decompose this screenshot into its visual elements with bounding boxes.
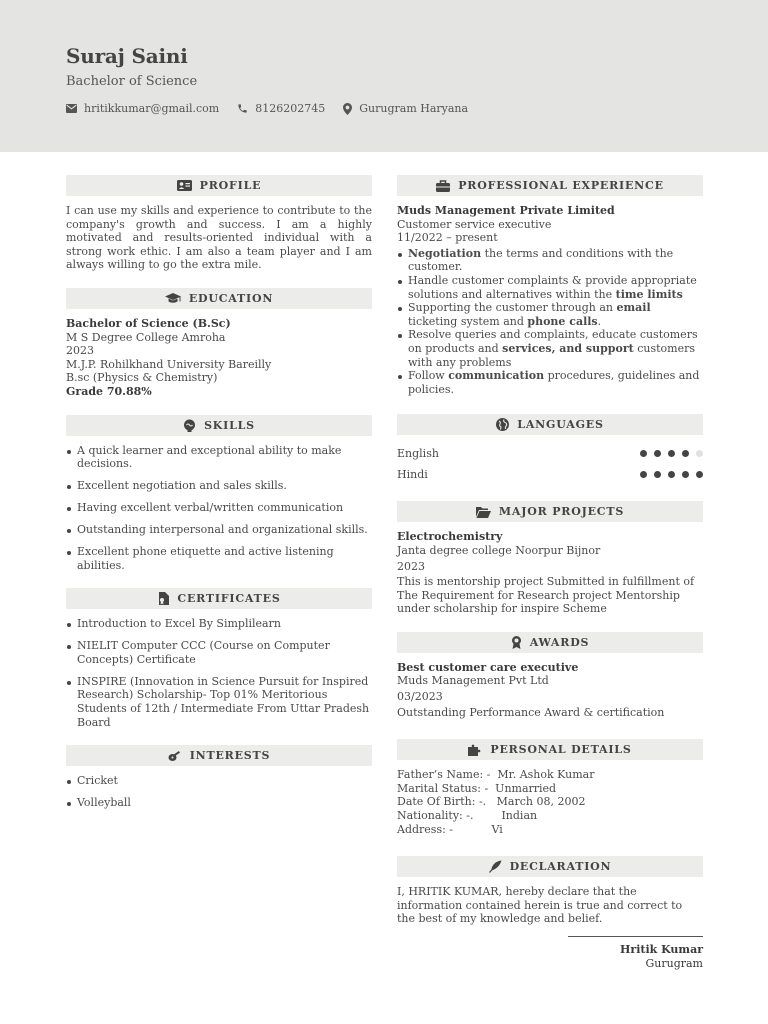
text: customers with any problems: [408, 341, 695, 369]
list-item: NIELIT Computer CCC (Course on Computer Concepts) Certificate: [66, 639, 372, 666]
id-card-icon: [177, 180, 192, 191]
text: Follow: [408, 369, 449, 383]
list-item: Outstanding interpersonal and organizational skills.: [66, 523, 372, 537]
declaration-title: DECLARATION: [509, 860, 612, 874]
globe-icon: [496, 418, 509, 431]
list-item: [397, 274, 703, 301]
level-dot: [682, 471, 689, 478]
text: the terms and conditions with the customer.: [408, 246, 674, 274]
list-item: [397, 369, 703, 396]
certificates-title: CERTIFICATES: [177, 592, 281, 606]
bold-text: email: [616, 301, 651, 315]
left-column: [66, 175, 372, 826]
signer-name: Hritik Kumar: [620, 943, 703, 956]
personal-details-heading: [397, 739, 703, 760]
detail-label: Marital Status: -: [397, 781, 492, 795]
languages-section: [397, 414, 703, 485]
language-name: English: [397, 447, 439, 461]
certificate-icon: [157, 592, 169, 605]
text: ticketing system and: [408, 314, 528, 328]
graduation-cap-icon: [165, 293, 181, 304]
location-text: Gurugram Haryana: [359, 102, 469, 115]
bold-text: phone calls: [527, 314, 598, 328]
email-text: hritikkumar@gmail.com: [84, 102, 220, 115]
bold-text: Negotiation: [408, 246, 482, 260]
awards-section: [397, 632, 703, 719]
contact-phone[interactable]: [237, 102, 325, 115]
bold-text: services, and support: [502, 341, 634, 355]
languages-heading: [397, 414, 703, 435]
brain-icon: [183, 419, 196, 432]
guitar-icon: [168, 749, 182, 762]
signer-place: Gurugram: [645, 957, 703, 970]
phone-text: 8126202745: [255, 102, 326, 115]
language-name: Hindi: [397, 468, 428, 482]
skills-section: [66, 415, 372, 573]
interests-title: INTERESTS: [189, 749, 271, 763]
list-item: Cricket: [66, 774, 372, 788]
experience-heading: [397, 175, 703, 196]
level-dot: [696, 471, 703, 478]
map-pin-icon: [343, 103, 352, 115]
projects-section: [397, 501, 703, 616]
bold-text: communication: [448, 369, 545, 383]
awards-heading: [397, 632, 703, 653]
interests-section: [66, 745, 372, 810]
puzzle-icon: [468, 743, 482, 756]
language-level: [640, 450, 703, 457]
personal-row: [397, 823, 703, 837]
list-item: Introduction to Excel By Simplilearn: [66, 617, 372, 631]
level-dot: [668, 471, 675, 478]
project-name: Electrochemistry: [397, 530, 503, 544]
award-name: Best customer care executive: [397, 660, 579, 674]
experience-title: PROFESSIONAL EXPERIENCE: [458, 179, 664, 192]
interests-heading: [66, 745, 372, 766]
level-dot: [654, 471, 661, 478]
level-dot: [696, 450, 703, 457]
skills-title: SKILLS: [204, 418, 255, 432]
experience-duties-list: [397, 247, 703, 397]
signature-block: [568, 936, 703, 971]
interests-list: [66, 774, 372, 810]
bold-text: time limits: [615, 287, 683, 301]
projects-title: MAJOR PROJECTS: [498, 505, 625, 519]
feather-pen-icon: [489, 860, 502, 873]
phone-icon: [237, 103, 248, 114]
certificates-heading: [66, 588, 372, 609]
text: procedures, guidelines and policies.: [408, 369, 700, 396]
award-date: 03/2023: [397, 690, 443, 704]
certificates-list: [66, 617, 372, 729]
right-column: [397, 175, 703, 987]
personal-row: [397, 782, 703, 796]
language-row-hindi: [397, 464, 703, 485]
detail-value: Mr. Ashok Kumar: [493, 768, 595, 782]
profile-section: [66, 175, 372, 272]
experience-dates: 11/2022 – present: [397, 231, 498, 245]
text: .: [597, 314, 602, 328]
list-item: [397, 247, 703, 274]
list-item: Excellent negotiation and sales skills.: [66, 479, 372, 493]
level-dot: [654, 450, 661, 457]
declaration-section: [397, 856, 703, 971]
declaration-text: I, HRITIK KUMAR, hereby declare that the information contained herein is true and correct to the best of my knowledge and belief.: [397, 885, 683, 926]
envelope-icon: [66, 104, 77, 113]
resume-header: [0, 0, 768, 152]
award-icon: [511, 636, 522, 649]
text: Handle customer complaints & provide appropriate solutions and alternatives within the: [408, 273, 697, 301]
education-year: 2023: [66, 344, 94, 358]
language-level: [640, 471, 703, 478]
award-org: Muds Management Pvt Ltd: [397, 674, 549, 688]
experience-section: [397, 175, 703, 396]
contact-email[interactable]: [66, 102, 219, 115]
text: Supporting the customer through an: [408, 301, 617, 315]
level-dot: [682, 450, 689, 457]
experience-role: Customer service executive: [397, 217, 552, 231]
list-item: INSPIRE (Innovation in Science Pursuit for Inspired Research) Scholarship- Top 01% Meritorious Students of 12th / Intermediate From Uttar Pradesh Board: [66, 675, 372, 729]
candidate-degree: Bachelor of Science: [66, 74, 198, 89]
personal-details-section: [397, 739, 703, 836]
skills-heading: [66, 415, 372, 436]
personal-row: [397, 768, 703, 782]
education-university: M.J.P. Rohilkhand University Bareilly: [66, 357, 272, 371]
projects-heading: [397, 501, 703, 522]
declaration-heading: [397, 856, 703, 877]
education-subjects: B.sc (Physics & Chemistry): [66, 371, 218, 385]
project-org: Janta degree college Noorpur Bijnor: [397, 543, 601, 557]
detail-label: Nationality: -.: [397, 809, 477, 823]
profile-text: I can use my skills and experience to contribute to the company's growth and success. I am a highly motivated and results-oriented individual with a strong work ethic. I am also a team player and I am always willing to go the extra mile.: [66, 204, 372, 272]
list-item: Having excellent verbal/written communication: [66, 501, 372, 515]
level-dot: [668, 450, 675, 457]
detail-label: Date Of Birth: -.: [397, 795, 490, 809]
education-title: EDUCATION: [188, 291, 274, 305]
detail-label: Father’s Name: -: [397, 768, 494, 782]
profile-heading: [66, 175, 372, 196]
personal-details-title: PERSONAL DETAILS: [490, 743, 632, 757]
education-section: [66, 288, 372, 399]
education-heading: [66, 288, 372, 309]
education-grade: Grade 70.88%: [66, 384, 152, 398]
folder-open-icon: [476, 506, 491, 518]
project-description: This is mentorship project Submitted in fulfillment of The Requirement for Research project Mentorship under scholarship for inspire Scheme: [397, 575, 695, 616]
language-row-english: [397, 443, 703, 464]
education-degree: Bachelor of Science (B.Sc): [66, 316, 231, 330]
list-item: Volleyball: [66, 796, 372, 810]
detail-value: Unmarried: [491, 781, 557, 795]
list-item: [397, 301, 703, 328]
level-dot: [640, 450, 647, 457]
list-item: Excellent phone etiquette and active listening abilities.: [66, 545, 372, 572]
list-item: A quick learner and exceptional ability to make decisions.: [66, 444, 372, 471]
experience-company: Muds Management Private Limited: [397, 204, 615, 217]
education-college: M S Degree College Amroha: [66, 330, 226, 344]
detail-value: Vi: [456, 822, 503, 836]
award-description: Outstanding Performance Award & certification: [397, 705, 665, 719]
languages-title: LANGUAGES: [517, 418, 604, 432]
skills-list: [66, 444, 372, 573]
list-item: [397, 328, 703, 369]
detail-value: March 08, 2002: [489, 795, 586, 809]
profile-title: PROFILE: [199, 179, 262, 192]
project-year: 2023: [397, 559, 425, 573]
candidate-name: Suraj Saini: [66, 44, 188, 68]
detail-label: Address: -: [397, 822, 457, 836]
text: Resolve queries and complaints, educate customers on products and: [408, 328, 698, 355]
detail-value: Indian: [476, 809, 538, 823]
personal-row: [397, 795, 703, 809]
level-dot: [640, 471, 647, 478]
contact-info: [66, 102, 468, 115]
contact-location: [343, 102, 468, 115]
personal-row: [397, 809, 703, 823]
briefcase-icon: [436, 180, 450, 192]
awards-title: AWARDS: [529, 635, 590, 649]
certificates-section: [66, 588, 372, 729]
